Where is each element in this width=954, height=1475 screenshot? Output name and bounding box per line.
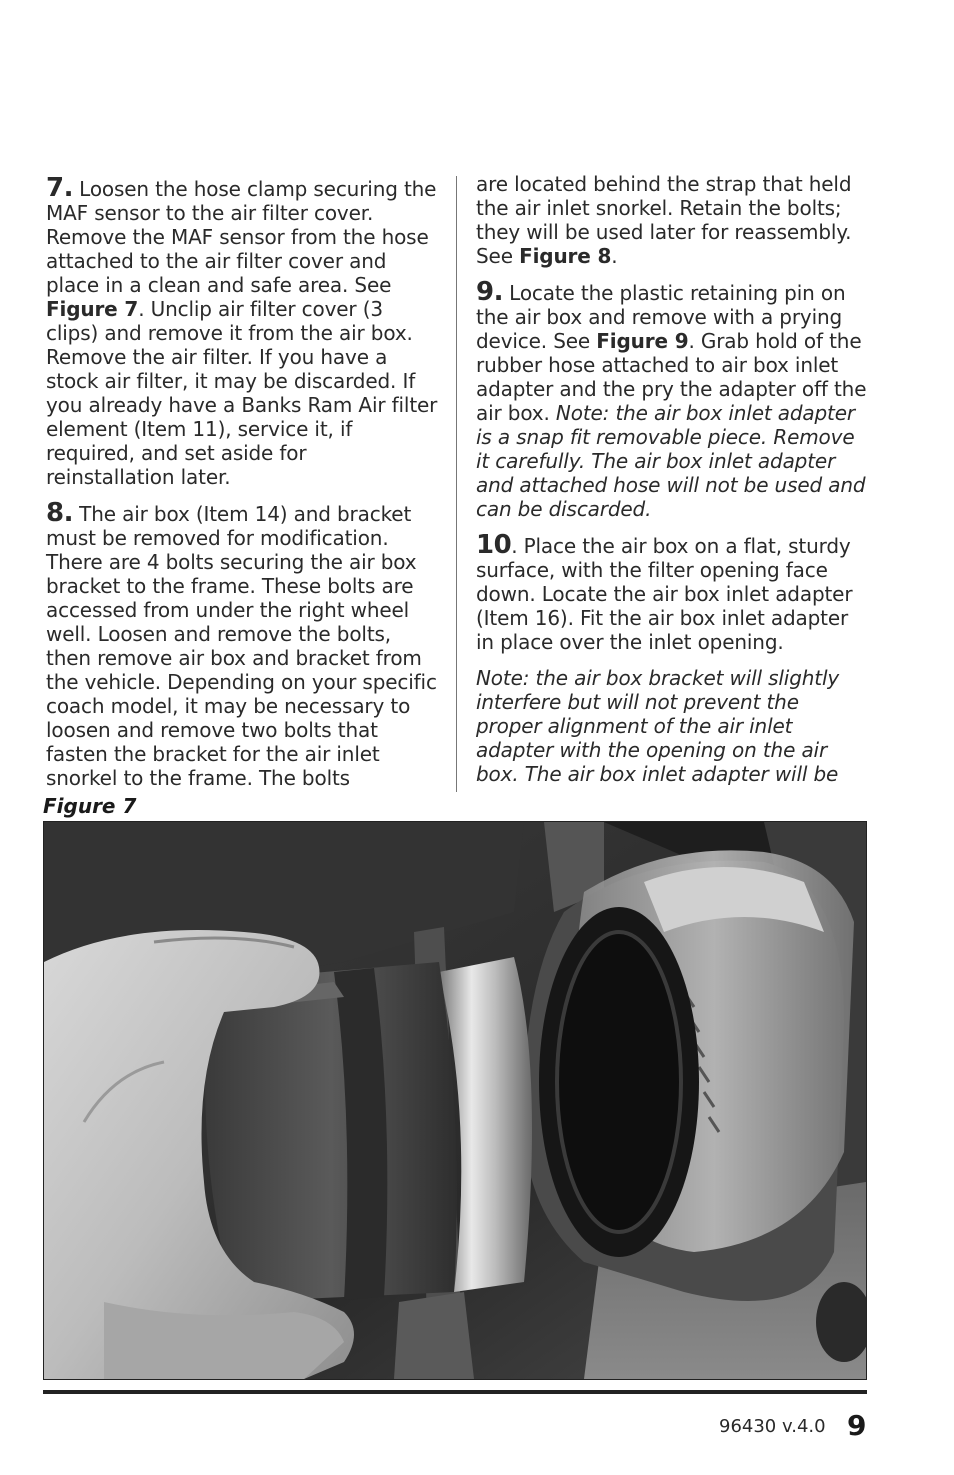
step-9-number: 9. — [476, 277, 503, 307]
step-8-text: The air box (Item 14) and bracket must be removed for modification. There are 4 bolts securing the air box bracket to the frame. These bolts are accessed from under the right wheel well. Loosen and remove the bolts, then remove air box and bracket from the vehicle. Depending on your specific coach model, it may be necessary to loosen and remove two bolts that fasten the bracket for the air inlet snorkel to the frame. The bolts — [46, 502, 437, 790]
step-10 — [476, 530, 868, 654]
figure-9-ref: Figure 9 — [596, 329, 689, 353]
step-9 — [476, 277, 868, 521]
step-8-number: 8. — [46, 498, 73, 528]
figure-7-ref: Figure 7 — [46, 297, 139, 321]
step-7-text-b: . Unclip air filter cover (3 clips) and remove it from the air box. Remove the air filter. If you have a stock air filter, it may be discarded. If you already have a Banks Ram Air filter element (Item 11), service it, if required, and set aside for reinstallation later. — [46, 297, 438, 489]
step-7 — [46, 173, 438, 489]
step-10-number: 10 — [476, 530, 512, 560]
step-10-text: . Place the air box on a flat, sturdy surface, with the filter opening face down. Locate the air box inlet adapter (Item 16). Fit the air box inlet adapter in place over the inlet opening. — [476, 534, 853, 654]
footer-rule — [43, 1390, 867, 1394]
step-9-note: Note: the air box inlet adapter is a snap fit removable piece. Remove it carefully. The air box inlet adapter and attached hose will not be used and can be discarded. — [476, 401, 866, 521]
column-divider — [456, 176, 457, 792]
step-7-number: 7. — [46, 173, 73, 203]
final-note: Note: the air box bracket will slightly interfere but will not prevent the proper alignment of the air inlet adapter with the opening on the air box. The air box inlet adapter will be — [476, 666, 840, 786]
figure-caption: Figure 7 — [43, 794, 137, 818]
page-number: 9 — [847, 1409, 867, 1442]
step-8-cont-text-a: are located behind the strap that held the air inlet snorkel. Retain the bolts; they will be used later for reassembly. See — [476, 172, 852, 268]
figure-7-photo — [43, 821, 867, 1380]
figure-8-ref: Figure 8 — [519, 244, 612, 268]
step-8 — [46, 498, 438, 790]
step-8-cont-text-b: . — [611, 244, 618, 268]
step-7-text-a: Loosen the hose clamp securing the MAF sensor to the air filter cover. Remove the MAF sensor from the hose attached to the air filter cover and place in a clean and safe area. See — [46, 177, 437, 297]
document-version: 96430 v.4.0 — [719, 1416, 826, 1437]
photo-illustration — [44, 822, 866, 1379]
step-9-text-a: Locate the plastic retaining pin on the air box and remove with a prying device. See — [476, 281, 846, 353]
right-column — [476, 172, 868, 798]
left-column — [46, 173, 438, 802]
step-8-continued — [476, 172, 868, 268]
step-9-text-b: . Grab hold of the rubber hose attached to air box inlet adapter and the pry the adapter off the air box. — [476, 329, 867, 425]
